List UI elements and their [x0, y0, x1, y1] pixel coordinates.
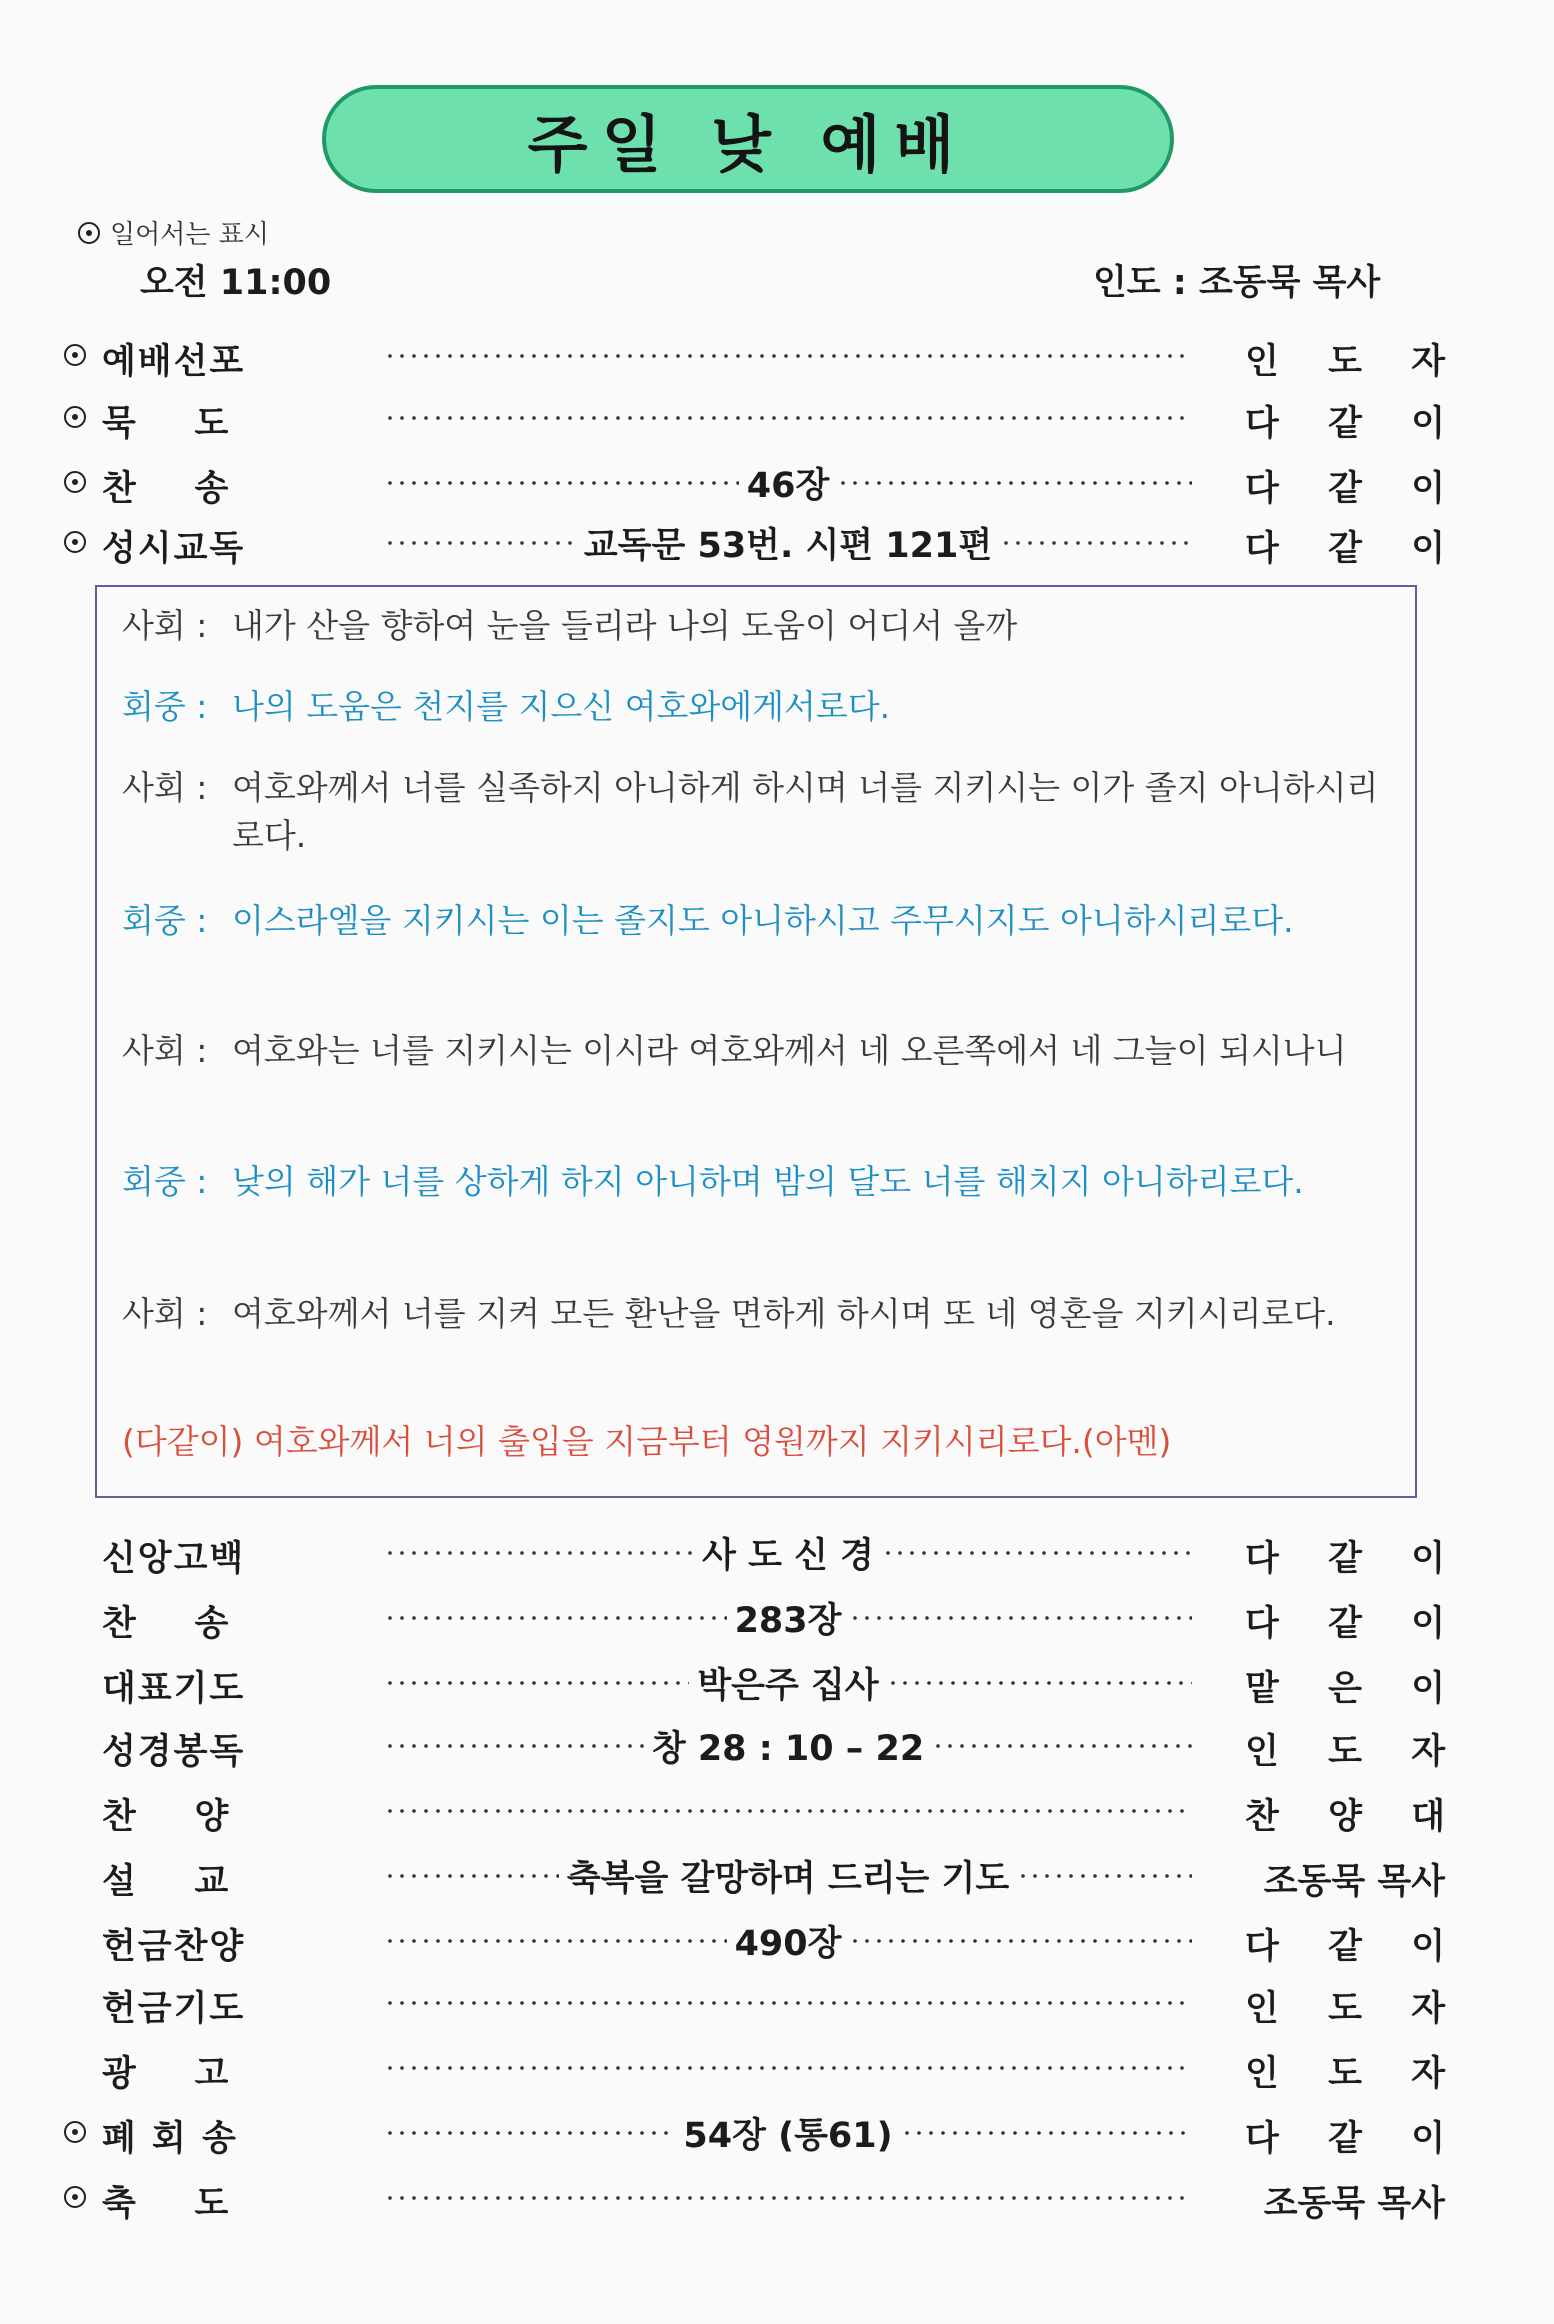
- order-performer: 다 같 이: [1245, 469, 1445, 509]
- order-performer: 맡 은 이: [1245, 1669, 1445, 1709]
- legend-text: 일어서는 표시: [110, 220, 269, 250]
- order-performer: 인 도 자: [1245, 1732, 1445, 1772]
- dot-leader: [378, 2040, 1198, 2096]
- order-performer: 다 같 이: [1245, 1927, 1445, 1967]
- order-performer: 인 도 자: [1245, 1989, 1445, 2029]
- dot-leader: [378, 455, 1198, 511]
- order-label: 예배선포: [102, 342, 246, 382]
- dot-leader: [378, 328, 1198, 384]
- dot-fill: [882, 1551, 1192, 1555]
- order-detail: 490장: [734, 1924, 842, 1964]
- order-detail: 박은주 집사: [697, 1666, 879, 1706]
- standing-mark-icon: [64, 344, 86, 366]
- dot-leader: [378, 1525, 1198, 1581]
- standing-mark-icon: [64, 2186, 86, 2208]
- dot-leader: [378, 2170, 1198, 2226]
- reading-line: [122, 1418, 1392, 1466]
- order-label: 찬 송: [102, 1604, 231, 1644]
- reading-speaker: 회중 :: [122, 687, 208, 726]
- order-detail: 사 도 신 경: [702, 1536, 874, 1576]
- dot-fill: [384, 1616, 727, 1620]
- service-leader: 인도 : 조동묵 목사: [1093, 263, 1381, 303]
- dot-leader: [378, 1848, 1198, 1904]
- dot-fill: [1000, 541, 1192, 545]
- standing-mark-icon: [64, 406, 86, 428]
- order-row: [60, 1655, 1450, 1711]
- order-performer: 다 같 이: [1245, 2119, 1445, 2159]
- dot-leader: [378, 1655, 1198, 1711]
- order-detail: 창 28 : 10 – 22: [651, 1729, 925, 1769]
- reading-line: [122, 764, 1392, 860]
- reading-line: [122, 1027, 1392, 1075]
- dot-fill: [384, 481, 739, 485]
- order-label: 신앙고백: [102, 1539, 246, 1579]
- order-row: [60, 1718, 1450, 1774]
- standing-mark-icon: [64, 531, 86, 553]
- order-performer: 다 같 이: [1245, 404, 1445, 444]
- order-row: [60, 390, 1450, 446]
- order-label: 찬 송: [102, 469, 231, 509]
- reading-line: [122, 1290, 1392, 1338]
- dot-fill: [384, 1809, 1192, 1813]
- dot-fill: [849, 1939, 1192, 1943]
- order-label: 헌금찬양: [102, 1927, 246, 1967]
- order-row: [60, 2105, 1450, 2161]
- reading-text: 이스라엘을 지키시는 이는 졸지도 아니하시고 주무시지도 아니하시리로다.: [232, 901, 1294, 940]
- dot-leader: [378, 1718, 1198, 1774]
- reading-speaker: 회중 :: [122, 1162, 208, 1201]
- reading-text: 나의 도움은 천지를 지으신 여호와에게서로다.: [232, 687, 891, 726]
- order-label: 대표기도: [102, 1669, 246, 1709]
- order-performer: 다 같 이: [1245, 1604, 1445, 1644]
- page-title: 주일 낮 예배: [527, 107, 969, 181]
- dot-fill: [384, 2196, 1192, 2200]
- dot-fill: [384, 1681, 689, 1685]
- title-banner: [322, 85, 1174, 193]
- standing-mark-icon: [64, 2121, 86, 2143]
- reading-text: 여호와께서 너를 지켜 모든 환난을 면하게 하시며 또 네 영혼을 지키시리로다.: [232, 1294, 1336, 1333]
- reading-speaker: 사회 :: [122, 768, 208, 807]
- dot-fill: [849, 1616, 1192, 1620]
- order-label: 폐 회 송: [102, 2119, 238, 2159]
- dot-fill: [384, 2066, 1192, 2070]
- order-label: 찬 양: [102, 1797, 231, 1837]
- order-row: [60, 515, 1450, 571]
- order-performer: 다 같 이: [1245, 1539, 1445, 1579]
- dot-fill: [384, 354, 1192, 358]
- reading-speaker: 사회 :: [122, 1031, 208, 1070]
- order-row: [60, 1848, 1450, 1904]
- reading-line: [122, 602, 1392, 650]
- reading-text: 내가 산을 향하여 눈을 들리라 나의 도움이 어디서 올까: [232, 606, 1018, 645]
- dot-fill: [901, 2131, 1192, 2135]
- order-performer: 조동묵 목사: [1263, 2184, 1445, 2224]
- standing-mark-icon: [64, 471, 86, 493]
- order-row: [60, 1975, 1450, 2031]
- reading-text: 낮의 해가 너를 상하게 하지 아니하며 밤의 달도 너를 해치지 아니하리로다.: [232, 1162, 1304, 1201]
- standing-legend: [78, 214, 269, 251]
- order-row: [60, 455, 1450, 511]
- order-row: [60, 2040, 1450, 2096]
- order-label: 묵 도: [102, 404, 231, 444]
- order-detail: 283장: [734, 1601, 842, 1641]
- reading-text: 여호와는 너를 지키시는 이시라 여호와께서 네 오른쪽에서 네 그늘이 되시나니: [232, 1031, 1347, 1070]
- dot-leader: [378, 1975, 1198, 2031]
- order-performer: 인 도 자: [1245, 2054, 1445, 2094]
- standing-mark-icon: [78, 222, 100, 244]
- dot-fill: [384, 1939, 727, 1943]
- order-row: [60, 2170, 1450, 2226]
- dot-fill: [384, 2131, 675, 2135]
- order-label: 헌금기도: [102, 1989, 246, 2029]
- dot-leader: [378, 515, 1198, 571]
- dot-fill: [384, 541, 576, 545]
- order-detail: 54장 (통61): [683, 2116, 893, 2156]
- order-label: 성시교독: [102, 529, 246, 569]
- reading-speaker: 회중 :: [122, 901, 208, 940]
- dot-fill: [384, 1551, 694, 1555]
- order-performer: 조동묵 목사: [1263, 1862, 1445, 1902]
- service-time: 오전 11:00: [140, 263, 332, 303]
- dot-fill: [384, 2001, 1192, 2005]
- dot-fill: [384, 1874, 559, 1878]
- reading-line: [122, 1158, 1392, 1206]
- order-row: [60, 1590, 1450, 1646]
- reading-text: 여호와께서 너를 실족하지 아니하게 하시며 너를 지키시는 이가 졸지 아니하시리로다.: [232, 768, 1379, 855]
- dot-fill: [384, 416, 1192, 420]
- order-detail: 교독문 53번. 시편 121편: [583, 526, 993, 566]
- reading-speaker: 사회 :: [122, 1294, 208, 1333]
- reading-line: [122, 897, 1392, 945]
- dot-fill: [837, 481, 1192, 485]
- reading-line: [122, 683, 1392, 731]
- dot-leader: [378, 1913, 1198, 1969]
- order-detail: 46장: [746, 466, 830, 506]
- order-label: 성경봉독: [102, 1732, 246, 1772]
- order-row: [60, 1783, 1450, 1839]
- dot-leader: [378, 1590, 1198, 1646]
- order-performer: 찬 양 대: [1245, 1797, 1445, 1837]
- order-performer: 다 같 이: [1245, 529, 1445, 569]
- dot-fill: [1017, 1874, 1192, 1878]
- order-label: 설 교: [102, 1862, 231, 1902]
- dot-leader: [378, 1783, 1198, 1839]
- order-performer: 인 도 자: [1245, 342, 1445, 382]
- order-label: 광 고: [102, 2054, 231, 2094]
- order-detail: 축복을 갈망하며 드리는 기도: [566, 1859, 1010, 1899]
- order-row: [60, 1525, 1450, 1581]
- reading-speaker: 사회 :: [122, 606, 208, 645]
- order-row: [60, 1913, 1450, 1969]
- order-label: 축 도: [102, 2184, 231, 2224]
- reading-text: (다같이) 여호와께서 너의 출입을 지금부터 영원까지 지키시리로다.(아멘): [122, 1422, 1172, 1461]
- dot-leader: [378, 2105, 1198, 2161]
- dot-fill: [384, 1744, 644, 1748]
- dot-fill: [932, 1744, 1192, 1748]
- dot-leader: [378, 390, 1198, 446]
- order-row: [60, 328, 1450, 384]
- dot-fill: [887, 1681, 1192, 1685]
